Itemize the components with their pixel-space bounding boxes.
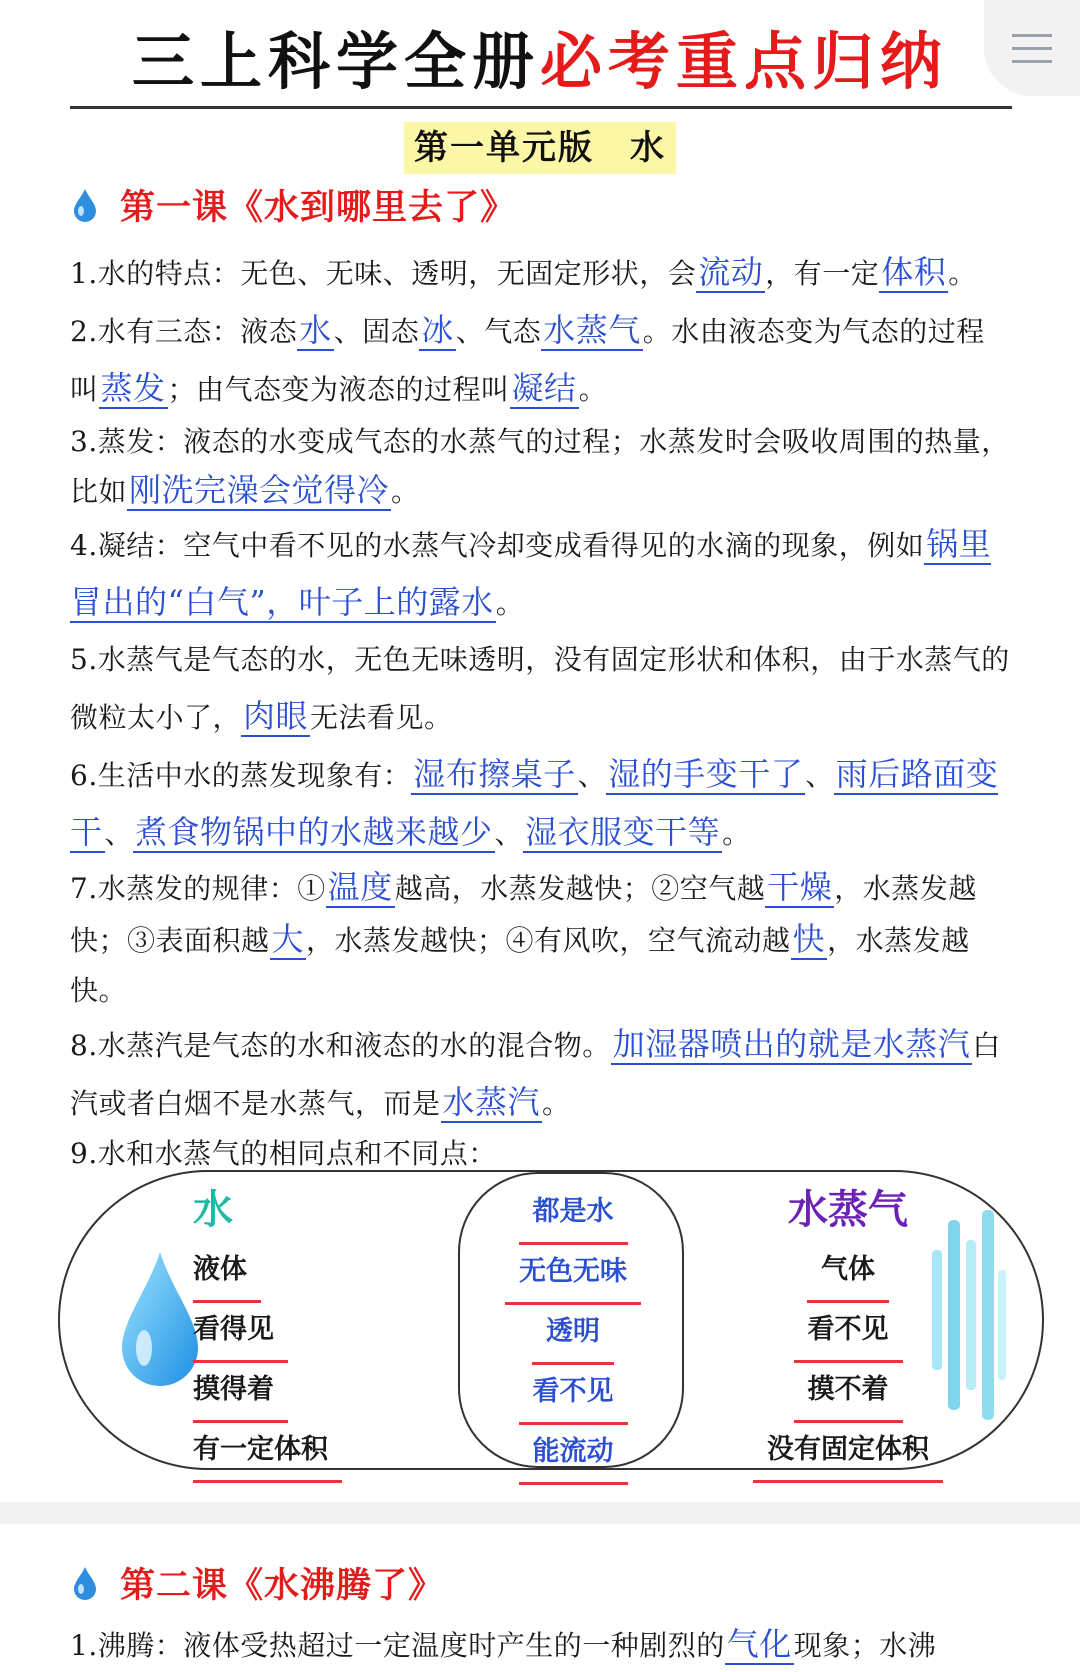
- water-drop-icon: [72, 1566, 98, 1600]
- text: 2.水有三态：液态: [70, 315, 298, 348]
- point-2: [70, 302, 1010, 418]
- text: 7.水蒸发的规律：①: [70, 872, 326, 905]
- answer: 雨后路面变干: [70, 755, 999, 851]
- page-title: [70, 22, 1010, 102]
- answer: 水: [299, 311, 332, 349]
- vapor-trait: 看不见: [794, 1300, 903, 1363]
- answer: 气化: [726, 1625, 792, 1663]
- answer: 蒸发: [100, 369, 166, 407]
- text: 1.沸腾：液体受热超过一定温度时产生的一种剧烈的: [70, 1629, 725, 1662]
- text: 、气态: [455, 315, 542, 348]
- water-column: [193, 1182, 342, 1480]
- text: ，水蒸发越快；④有风吹，空气流动越: [306, 924, 791, 957]
- lesson-2-heading: [72, 1558, 444, 1608]
- title-part-black: 三上科学全册: [131, 25, 540, 98]
- vapor-column: [728, 1182, 968, 1480]
- answer: 水蒸汽: [442, 1083, 541, 1121]
- shared-trait: 能流动: [519, 1422, 628, 1485]
- shared-trait: 都是水: [519, 1182, 628, 1245]
- answer: 湿的手变干了: [608, 755, 804, 793]
- text: 5.水蒸气是气态的水，无色无味透明，没有固定形状和体积，由于水蒸气的微粒太小了，: [70, 643, 1010, 734]
- point-5: [70, 632, 1010, 746]
- section-separator: [0, 1502, 1080, 1524]
- answer: 煮食物锅中的水越来越少: [135, 813, 493, 851]
- answer: 体积: [881, 253, 947, 291]
- text: 、: [577, 759, 607, 792]
- shared-trait: 透明: [532, 1302, 614, 1365]
- text: 、: [494, 817, 524, 850]
- text: 、固态: [333, 315, 420, 348]
- answer: 快: [792, 920, 826, 958]
- vapor-trait: 摸不着: [794, 1360, 903, 1423]
- text: 。: [542, 1087, 571, 1120]
- text: ；由气态变为液态的过程叫: [167, 373, 510, 406]
- water-vapor-comparison: [58, 1170, 1044, 1470]
- answer: 肉眼: [243, 697, 309, 735]
- lesson-2-title: 第二课《水沸腾了》: [120, 1566, 445, 1606]
- lesson-1-content: [70, 244, 1010, 1176]
- text: ，水蒸发越快。: [70, 924, 970, 1007]
- hamburger-icon: [1012, 29, 1052, 68]
- shared-trait: 看不见: [519, 1362, 628, 1425]
- text: 4.凝结：空气中看不见的水蒸气冷却变成看得见的水滴的现象，例如: [70, 529, 925, 562]
- water-heading: 水: [193, 1187, 233, 1233]
- lesson-2-point-1: [70, 1616, 1010, 1672]
- text: 。: [578, 373, 608, 406]
- text: ，水蒸发越快；③表面积越: [70, 872, 977, 957]
- text: 越高，水蒸发越快；②空气越: [394, 872, 766, 905]
- title-divider: [70, 106, 1012, 109]
- answer: 锅里冒出的“白气”，叶子上的露水: [70, 525, 992, 621]
- answer: 干燥: [767, 868, 833, 906]
- water-drop-icon: [72, 188, 98, 222]
- point-6: [70, 746, 1010, 862]
- point-1: [70, 244, 1010, 302]
- vapor-trait: 没有固定体积: [753, 1420, 943, 1483]
- text: 现象；水沸: [793, 1629, 937, 1662]
- answer: 流动: [698, 253, 764, 291]
- answer: 凝结: [511, 369, 577, 407]
- water-trait: 看得见: [193, 1300, 288, 1363]
- answer: 大: [271, 920, 305, 958]
- text: 白汽或者白烟不是水蒸气，而是: [70, 1029, 1001, 1120]
- water-trait: 摸得着: [193, 1360, 288, 1423]
- answer: 温度: [327, 868, 393, 906]
- water-trait: 液体: [193, 1240, 261, 1303]
- answer: 湿衣服变干等: [525, 813, 721, 851]
- text: 无法看见。: [310, 701, 453, 734]
- unit-heading: [0, 122, 1080, 174]
- answer: 湿布擦桌子: [413, 755, 576, 793]
- lesson-2-content: [70, 1616, 1010, 1672]
- answer: 水蒸气: [543, 311, 641, 349]
- lesson-1-title: 第一课《水到哪里去了》: [120, 188, 517, 228]
- point-7: [70, 862, 1010, 1016]
- text: 、: [805, 759, 834, 792]
- vapor-heading: 水蒸气: [788, 1187, 908, 1233]
- big-water-drop-icon: [118, 1250, 202, 1390]
- point-8: [70, 1016, 1010, 1132]
- point-3: [70, 418, 1010, 516]
- answer: 冰: [421, 311, 454, 349]
- text: 3.蒸发：液态的水变成气态的水蒸气的过程；水蒸发时会吸收周围的热量，比如: [70, 425, 1010, 508]
- text: 。: [722, 817, 751, 850]
- shared-traits-column: [478, 1182, 668, 1482]
- text: 9.水和水蒸气的相同点和不同点：: [70, 1137, 497, 1170]
- text: 1.水的特点：无色、无味、透明，无固定形状，会: [70, 257, 697, 290]
- text: 6.生活中水的蒸发现象有：: [70, 759, 412, 792]
- unit-label: 第一单元版 水: [404, 122, 676, 174]
- text: 。: [948, 257, 977, 290]
- answer: 加湿器喷出的就是水蒸汽: [612, 1025, 971, 1063]
- text: 。: [391, 475, 420, 508]
- water-trait: 有一定体积: [193, 1420, 342, 1483]
- text: 、: [104, 817, 134, 850]
- text: 8.水蒸汽是气态的水和液态的水的混合物。: [70, 1029, 611, 1062]
- shared-trait: 无色无味: [505, 1242, 641, 1305]
- answer: 刚洗完澡会觉得冷: [129, 471, 390, 509]
- text: ，有一定: [765, 257, 880, 290]
- title-part-red: 必考重点归纳: [540, 25, 949, 98]
- point-4: [70, 516, 1010, 632]
- lesson-1-heading: [72, 180, 516, 230]
- vapor-trait: 气体: [807, 1240, 889, 1303]
- text: 。: [495, 587, 525, 620]
- text: 。水由液态变为气态的过程叫: [70, 315, 985, 406]
